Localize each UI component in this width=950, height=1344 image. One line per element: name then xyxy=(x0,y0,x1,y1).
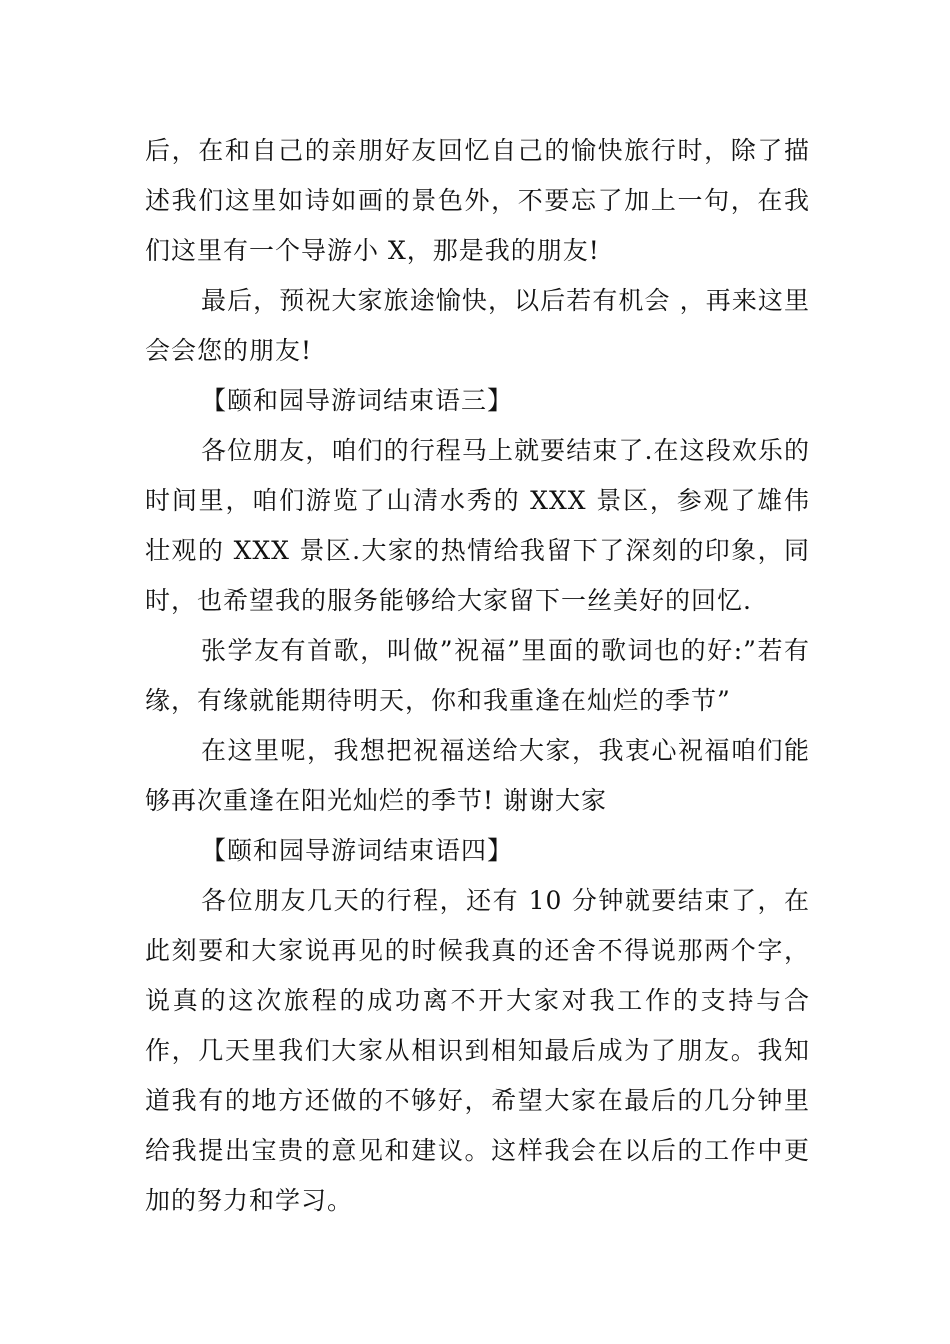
paragraph-itinerary-end: 各位朋友，咱们的行程马上就要结束了.在这段欢乐的时间里，咱们游览了山清水秀的 XXX 景区，参观了雄伟壮观的 XXX 景区.大家的热情给我留下了深刻的印象，同时，也希望我的服务能够给大家留下一丝美好的回忆. xyxy=(145,436,810,615)
section-heading-four: 【颐和园导游词结束语四】 xyxy=(201,836,514,865)
paragraph-song-quote: 张学友有首歌，叫做”祝福”里面的歌词也的好:”若有缘，有缘就能期待明天，你和我重逢在灿烂的季节” xyxy=(145,636,810,715)
document-body xyxy=(145,126,810,1226)
paragraph-blessing: 在这里呢，我想把祝福送给大家，我衷心祝福咱们能够再次重逢在阳光灿烂的季节! 谢谢大家 xyxy=(145,736,810,815)
paragraph-farewell: 各位朋友几天的行程，还有 10 分钟就要结束了，在此刻要和大家说再见的时候我真的还舍不得说那两个字，说真的这次旅程的成功离不开大家对我工作的支持与合作，几天里我们大家从相识到相知最后成为了朋友。我知道我有的地方还做的不够好，希望大家在最后的几分钟里给我提出宝贵的意见和建议。这样我会在以后的工作中更加的努力和学习。 xyxy=(145,886,810,1215)
paragraph-continuation: 后，在和自己的亲朋好友回忆自己的愉快旅行时，除了描述我们这里如诗如画的景色外，不要忘了加上一句，在我们这里有一个导游小 X，那是我的朋友! xyxy=(145,136,810,265)
section-heading-three: 【颐和园导游词结束语三】 xyxy=(201,386,514,415)
paragraph-closing-wish: 最后，预祝大家旅途愉快，以后若有机会 ，再来这里会会您的朋友! xyxy=(145,286,810,365)
